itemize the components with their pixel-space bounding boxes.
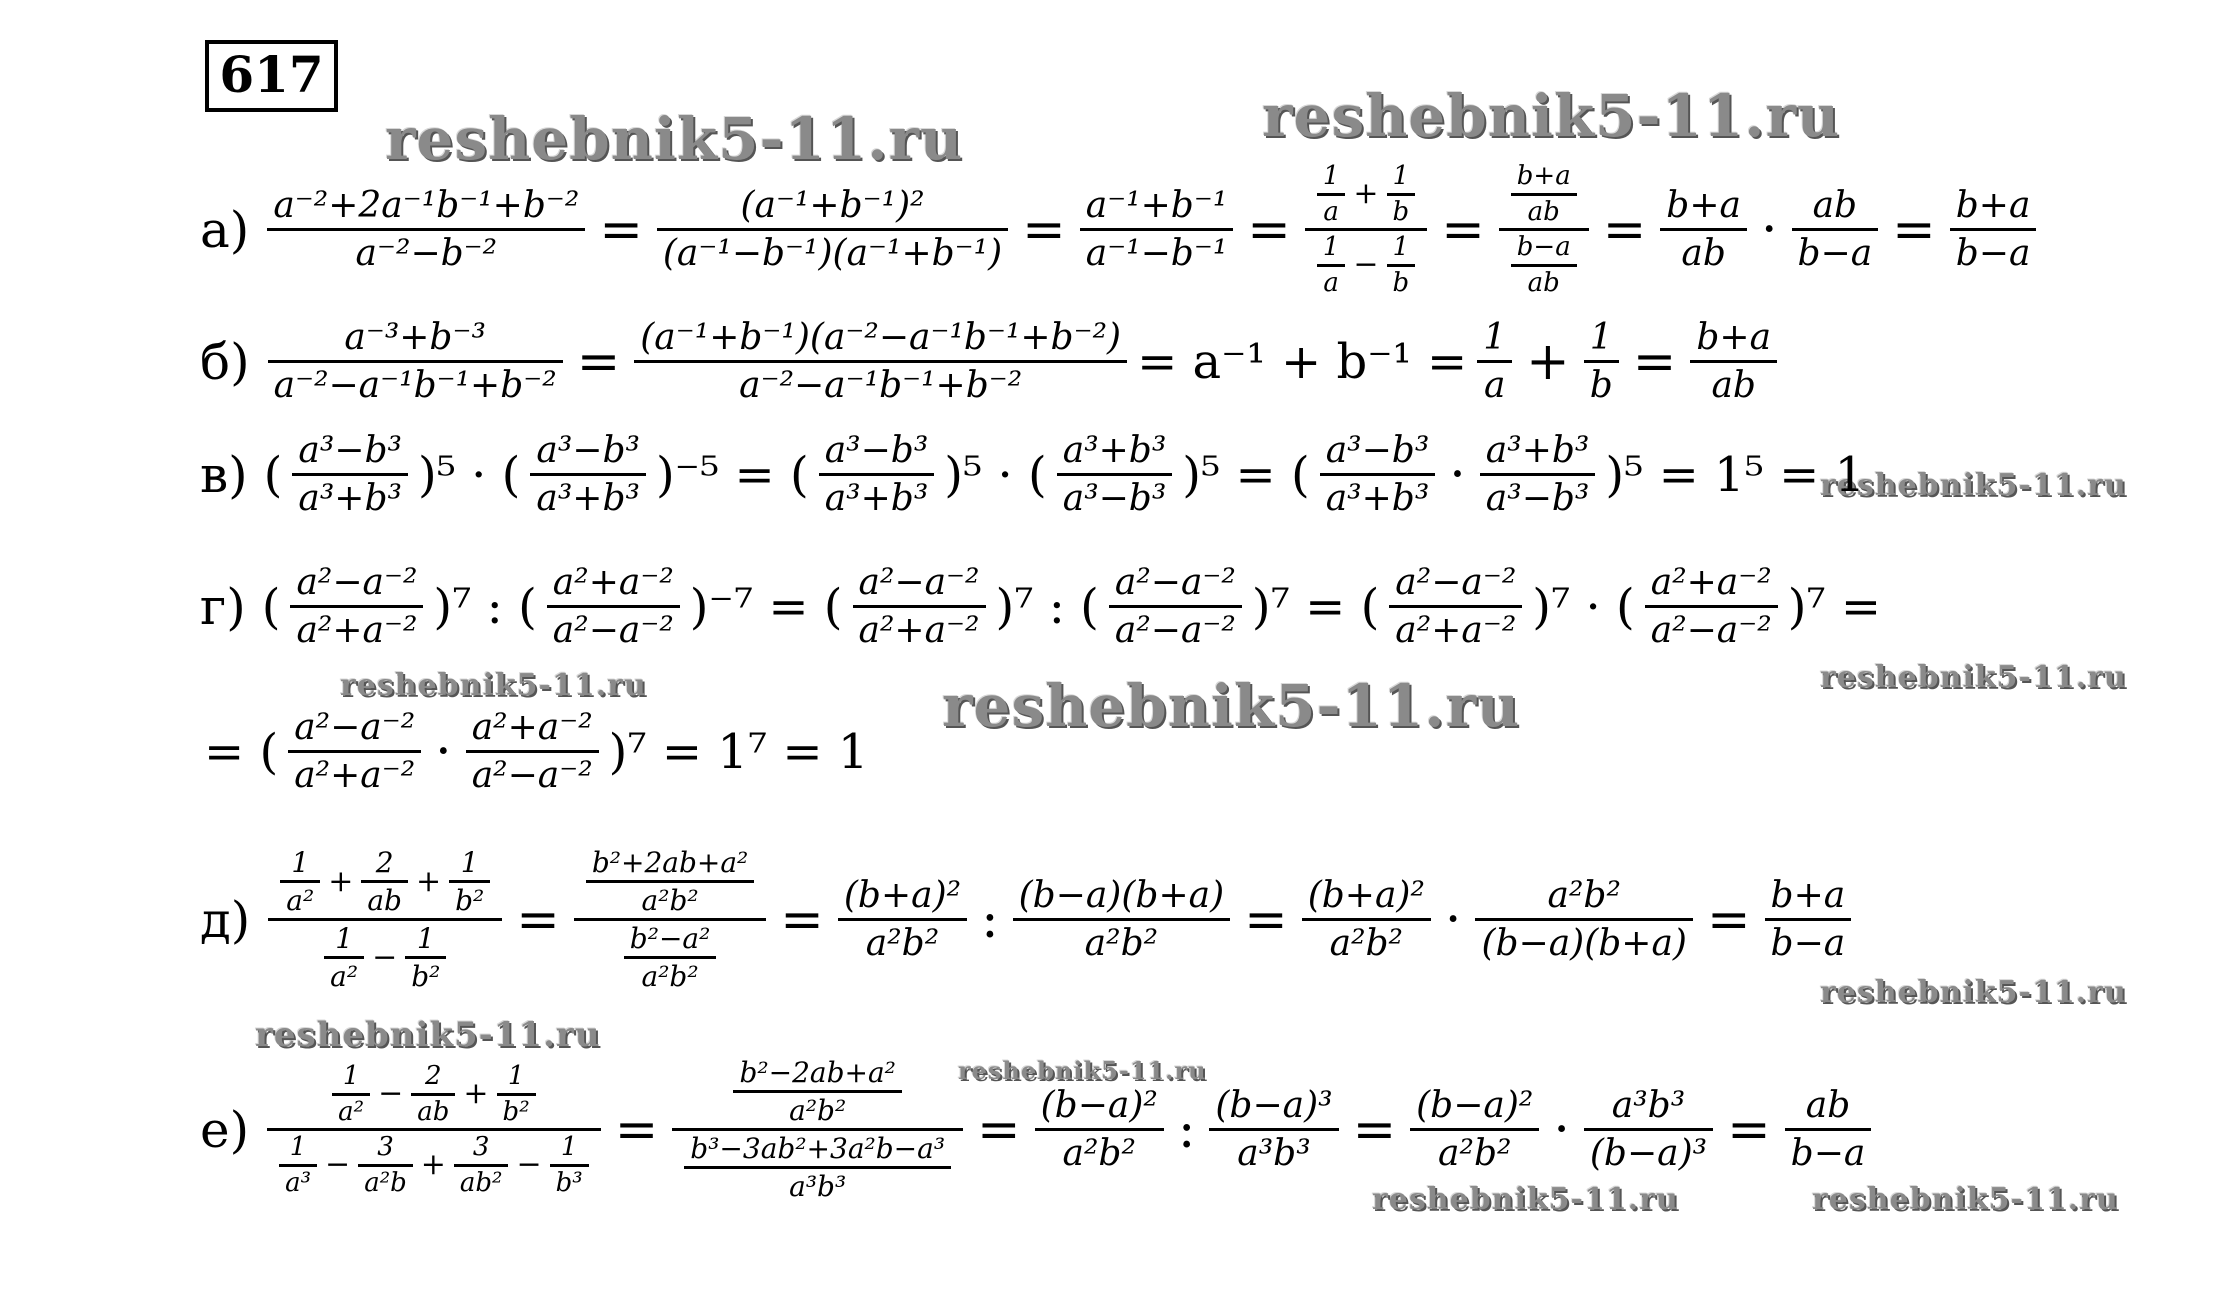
watermark: reshebnik5-11.ru <box>385 105 964 173</box>
numerator: 1 <box>507 1061 525 1091</box>
numerator: (b−a)² <box>1040 1085 1158 1126</box>
fraction <box>1080 183 1234 276</box>
expression-text: )⁷ = <box>1787 578 1882 635</box>
numerator: b+a <box>1666 185 1741 226</box>
numerator: 3 <box>377 1132 394 1162</box>
fraction <box>324 921 364 994</box>
numerator: b+a <box>1770 875 1846 916</box>
fraction <box>1511 160 1577 228</box>
denominator: a³+b³ <box>298 478 402 519</box>
plus-sign: + <box>415 863 442 899</box>
fraction <box>1950 183 2037 276</box>
fraction <box>684 1131 951 1204</box>
numerator: b²−a² <box>629 922 711 955</box>
numerator: a³+b³ <box>1062 430 1167 471</box>
numerator <box>1499 160 1589 228</box>
complex-fraction <box>1305 160 1427 299</box>
equals-sign: = <box>1022 199 1066 260</box>
fraction <box>1209 1083 1338 1176</box>
equals-sign: = <box>780 889 824 950</box>
numerator: ab <box>1805 1085 1851 1126</box>
row-label: г) <box>200 577 246 636</box>
numerator: (b+a)² <box>843 875 962 916</box>
fraction <box>279 1131 317 1199</box>
numerator: 1 <box>1322 232 1340 262</box>
watermark: reshebnik5-11.ru <box>942 672 1521 740</box>
numerator: a²b² <box>1547 875 1621 916</box>
fraction <box>454 1131 509 1199</box>
fraction <box>466 705 599 798</box>
fraction <box>1660 183 1747 276</box>
row-label: д) <box>200 890 251 949</box>
expression-text: )⁷ = ( <box>1251 578 1380 635</box>
fraction <box>1317 231 1346 299</box>
fraction <box>1389 560 1522 653</box>
denominator: b−a <box>1955 233 2031 274</box>
fraction <box>819 428 935 521</box>
denominator: ab <box>1527 267 1560 298</box>
plus-sign: + <box>463 1076 489 1112</box>
watermark: reshebnik5-11.ru <box>1372 1182 1679 1217</box>
denominator: ab <box>1527 196 1560 227</box>
fraction <box>1785 1083 1872 1176</box>
numerator: 2 <box>375 846 394 879</box>
denominator: a² <box>338 1096 365 1127</box>
denominator <box>612 921 729 994</box>
numerator: (b−a)(b+a) <box>1018 875 1225 916</box>
fraction <box>634 315 1127 408</box>
fraction <box>290 560 423 653</box>
watermark: reshebnik5-11.ru <box>1820 468 2127 503</box>
denominator: a²−a⁻² <box>1650 610 1772 651</box>
fraction <box>358 1131 413 1199</box>
numerator: (a⁻¹+b⁻¹)(a⁻²−a⁻¹b⁻¹+b⁻²) <box>640 317 1122 358</box>
denominator: a⁻²−a⁻¹b⁻¹+b⁻² <box>739 365 1023 406</box>
denominator: a²+a⁻² <box>296 610 418 651</box>
equals-sign: = <box>1727 1099 1771 1160</box>
numerator <box>574 845 766 918</box>
numerator: a²−a⁻² <box>858 562 980 603</box>
complex-fraction <box>267 1060 601 1199</box>
equals-sign: = <box>599 199 643 260</box>
fraction <box>1317 160 1346 228</box>
fraction <box>624 921 717 994</box>
watermark: reshebnik5-11.ru <box>1262 82 1841 150</box>
minus-sign: − <box>1353 247 1379 283</box>
numerator: 3 <box>472 1132 490 1162</box>
denominator: a²−a⁻² <box>471 755 593 796</box>
expression-text: )⁷ · ( <box>1532 578 1635 635</box>
watermark: reshebnik5-11.ru <box>1820 975 2127 1010</box>
expression-text: = a⁻¹ + b⁻¹ = <box>1137 333 1468 390</box>
plus-sign: + <box>328 863 354 899</box>
denominator <box>672 1131 963 1204</box>
numerator: (b−a)² <box>1416 1085 1534 1126</box>
numerator: a³−b³ <box>536 430 640 471</box>
denominator: a² <box>286 884 315 917</box>
fraction <box>1792 183 1879 276</box>
fraction <box>530 428 646 521</box>
denominator: a⁻²−b⁻² <box>355 233 498 274</box>
denominator: a²b² <box>789 1094 847 1127</box>
expression-text: )⁷ : ( <box>433 578 537 635</box>
numerator: b²−2ab+a² <box>739 1056 896 1089</box>
denominator: a²+a⁻² <box>1395 610 1517 651</box>
equals-sign: = <box>1706 889 1751 950</box>
expression-text: )⁷ : ( <box>995 578 1099 635</box>
watermark: reshebnik5-11.ru <box>340 668 647 703</box>
numerator <box>721 1055 913 1128</box>
fraction <box>547 560 680 653</box>
divide-colon: : <box>981 889 999 950</box>
equals-sign: = <box>1247 199 1291 260</box>
denominator <box>267 1131 601 1199</box>
expression-text: )⁵ · ( <box>417 446 521 503</box>
numerator: 1 <box>1322 161 1340 191</box>
denominator: a²b <box>364 1167 407 1198</box>
denominator: ab <box>417 1096 450 1127</box>
numerator: 1 <box>291 846 310 879</box>
numerator: b³−3ab²+3a²b−a³ <box>690 1132 946 1165</box>
numerator: b²+2ab+a² <box>591 846 749 879</box>
denominator: b² <box>411 960 441 993</box>
fraction <box>332 1060 370 1128</box>
minus-sign: − <box>325 1147 351 1183</box>
denominator: ab² <box>459 1167 503 1198</box>
fraction <box>733 1055 901 1128</box>
equals-sign: = <box>1632 331 1677 392</box>
equals-sign: = <box>614 1099 659 1160</box>
row-label: а) <box>200 200 250 259</box>
numerator: (b−a)³ <box>1215 1085 1333 1126</box>
numerator: a³+b³ <box>1485 430 1590 471</box>
problem-number: 617 <box>205 40 338 112</box>
expression-text: = ( <box>204 723 279 780</box>
denominator: a³ <box>285 1167 312 1198</box>
fraction <box>268 315 563 408</box>
denominator: a²b² <box>641 960 699 993</box>
numerator: 1 <box>416 922 435 955</box>
equals-sign: = <box>516 889 560 950</box>
numerator <box>1305 160 1427 228</box>
fraction <box>1480 428 1596 521</box>
denominator: a⁻²−a⁻¹b⁻¹+b⁻² <box>273 365 557 406</box>
row-a <box>200 160 2042 299</box>
fraction <box>1013 873 1231 966</box>
denominator: b³ <box>555 1167 583 1198</box>
denominator: (b−a)(b+a) <box>1481 923 1687 964</box>
plus-sign: + <box>1526 331 1570 392</box>
denominator <box>312 921 458 994</box>
numerator: (a⁻¹+b⁻¹)² <box>740 185 925 226</box>
numerator: 1 <box>1392 232 1410 262</box>
equals-sign: = <box>1441 199 1485 260</box>
denominator: a²b² <box>1438 1133 1512 1174</box>
fraction <box>280 845 320 918</box>
numerator: 1 <box>342 1061 360 1091</box>
minus-sign: − <box>372 939 398 975</box>
fraction <box>838 873 967 966</box>
denominator: ab <box>1681 233 1726 274</box>
denominator: a⁻¹−b⁻¹ <box>1085 233 1228 274</box>
row-label: в) <box>200 445 248 504</box>
equals-sign: = <box>1244 889 1288 950</box>
watermark: reshebnik5-11.ru <box>1812 1182 2119 1217</box>
numerator <box>268 845 502 918</box>
fraction <box>411 1060 455 1128</box>
numerator: b−a <box>1516 232 1571 262</box>
numerator: a³−b³ <box>1325 430 1430 471</box>
denominator: a²−a⁻² <box>1114 610 1236 651</box>
denominator: b−a <box>1790 1133 1866 1174</box>
row-d <box>200 845 1857 994</box>
denominator: a <box>1483 365 1506 406</box>
fraction <box>1387 231 1416 299</box>
expression-text: )⁻⁵ = ( <box>655 446 809 503</box>
row-v <box>200 428 1869 521</box>
denominator: a²−a⁻² <box>552 610 674 651</box>
denominator: (a⁻¹−b⁻¹)(a⁻¹+b⁻¹) <box>662 233 1003 274</box>
numerator: a⁻¹+b⁻¹ <box>1085 185 1228 226</box>
numerator: a⁻²+2a⁻¹b⁻¹+b⁻² <box>273 185 580 226</box>
numerator: a²+a⁻² <box>471 707 593 748</box>
minus-sign: − <box>378 1076 404 1112</box>
row-b <box>200 315 1783 408</box>
row-e <box>200 1055 1877 1204</box>
numerator: a³−b³ <box>298 430 402 471</box>
denominator: a <box>1323 267 1339 298</box>
fraction <box>853 560 986 653</box>
numerator: (b+a)² <box>1307 875 1425 916</box>
denominator: b <box>1392 267 1410 298</box>
denominator: a²b² <box>1062 1133 1136 1174</box>
minus-sign: − <box>516 1147 542 1183</box>
denominator: a²b² <box>1329 923 1403 964</box>
denominator: a³b³ <box>1237 1133 1311 1174</box>
fraction <box>1690 315 1777 408</box>
denominator <box>1499 231 1589 299</box>
fraction <box>586 845 754 918</box>
row-label: е) <box>200 1100 250 1159</box>
fraction <box>449 845 490 918</box>
denominator: a³+b³ <box>536 478 640 519</box>
divide-colon: : <box>1177 1099 1196 1160</box>
fraction <box>292 428 408 521</box>
numerator: a³b³ <box>1611 1085 1686 1126</box>
equals-sign: = <box>1602 199 1647 260</box>
equals-sign: = <box>576 331 621 392</box>
denominator: a²b² <box>865 923 940 964</box>
multiply-dot: · <box>1553 1099 1570 1160</box>
fraction <box>1302 873 1431 966</box>
fraction <box>1475 873 1693 966</box>
numerator: ab <box>1812 185 1858 226</box>
denominator: a²b² <box>1084 923 1159 964</box>
denominator: b² <box>502 1096 530 1127</box>
fraction <box>1765 873 1852 966</box>
expression-text: )⁻⁷ = ( <box>689 578 843 635</box>
fraction <box>1645 560 1778 653</box>
row-label: б) <box>200 332 250 391</box>
denominator: b−a <box>1797 233 1873 274</box>
multiply-dot: · <box>1760 199 1778 260</box>
expression-text: )⁵ = 1⁵ = 1 <box>1605 446 1866 503</box>
fraction <box>405 921 446 994</box>
fraction <box>1109 560 1242 653</box>
equals-sign: = <box>1892 199 1936 260</box>
numerator: 1 <box>460 846 479 879</box>
bracket: ( <box>261 578 281 635</box>
multiply-dot: · <box>1449 444 1466 505</box>
fraction <box>1584 315 1619 408</box>
numerator: 1 <box>1589 317 1613 358</box>
denominator: b <box>1589 365 1613 406</box>
complex-fraction <box>1499 160 1589 299</box>
denominator: a² <box>330 960 359 993</box>
denominator: (b−a)³ <box>1589 1133 1708 1174</box>
numerator: a²+a⁻² <box>1650 562 1772 603</box>
denominator: a²+a⁻² <box>858 610 980 651</box>
denominator: a³−b³ <box>1485 478 1590 519</box>
denominator: b² <box>455 884 485 917</box>
numerator: a²−a⁻² <box>1114 562 1236 603</box>
numerator: a²−a⁻² <box>294 707 416 748</box>
denominator: a <box>1323 196 1339 227</box>
row-g-continued <box>200 705 872 798</box>
denominator: b <box>1392 196 1410 227</box>
watermark: reshebnik5-11.ru <box>255 1015 601 1055</box>
numerator: a³−b³ <box>824 430 929 471</box>
numerator: a²−a⁻² <box>1395 562 1517 603</box>
multiply-dot: · <box>435 721 452 782</box>
expression-text: )⁵ · ( <box>944 446 1047 503</box>
fraction <box>657 183 1008 276</box>
fraction <box>361 845 408 918</box>
numerator: b+a <box>1955 185 2031 226</box>
fraction <box>550 1131 589 1199</box>
equals-sign: = <box>1352 1099 1397 1160</box>
fraction <box>1511 231 1577 299</box>
denominator: b−a <box>1770 923 1846 964</box>
fraction <box>1477 315 1512 408</box>
numerator: b+a <box>1516 161 1571 191</box>
fraction <box>497 1060 536 1128</box>
denominator: a³b³ <box>789 1170 847 1203</box>
expression-text: )⁵ = ( <box>1182 446 1310 503</box>
fraction <box>1057 428 1173 521</box>
denominator <box>1305 231 1427 299</box>
numerator: 1 <box>1483 317 1507 358</box>
denominator: a²b² <box>641 884 699 917</box>
denominator: a³+b³ <box>1325 478 1430 519</box>
row-g <box>200 560 1885 653</box>
denominator: ab <box>367 884 402 917</box>
fraction <box>1584 1083 1713 1176</box>
fraction <box>1035 1083 1164 1176</box>
expression-text: )⁷ = 1⁷ = 1 <box>608 723 869 780</box>
numerator: 2 <box>425 1061 442 1091</box>
numerator <box>320 1060 547 1128</box>
numerator: 1 <box>560 1132 578 1162</box>
bracket: ( <box>263 446 283 503</box>
watermark: reshebnik5-11.ru <box>1820 660 2127 695</box>
fraction <box>1320 428 1436 521</box>
denominator: ab <box>1711 365 1756 406</box>
equals-sign: = <box>977 1099 1021 1160</box>
multiply-dot: · <box>1444 889 1462 950</box>
numerator: a²+a⁻² <box>552 562 674 603</box>
numerator: 1 <box>289 1132 307 1162</box>
numerator: b+a <box>1696 317 1772 358</box>
watermark: reshebnik5-11.ru <box>958 1056 1207 1085</box>
denominator: a³+b³ <box>824 478 929 519</box>
denominator: a³−b³ <box>1062 478 1167 519</box>
numerator: a⁻³+b⁻³ <box>344 317 486 358</box>
numerator: 1 <box>335 922 354 955</box>
fraction <box>267 183 585 276</box>
plus-sign: + <box>1353 176 1379 212</box>
plus-sign: + <box>420 1147 446 1183</box>
complex-fraction <box>574 845 766 994</box>
fraction <box>288 705 421 798</box>
complex-fraction <box>672 1055 963 1204</box>
fraction <box>1410 1083 1539 1176</box>
numerator: a²−a⁻² <box>296 562 418 603</box>
complex-fraction <box>268 845 502 994</box>
fraction <box>1387 160 1416 228</box>
denominator: a²+a⁻² <box>294 755 416 796</box>
numerator: 1 <box>1392 161 1410 191</box>
